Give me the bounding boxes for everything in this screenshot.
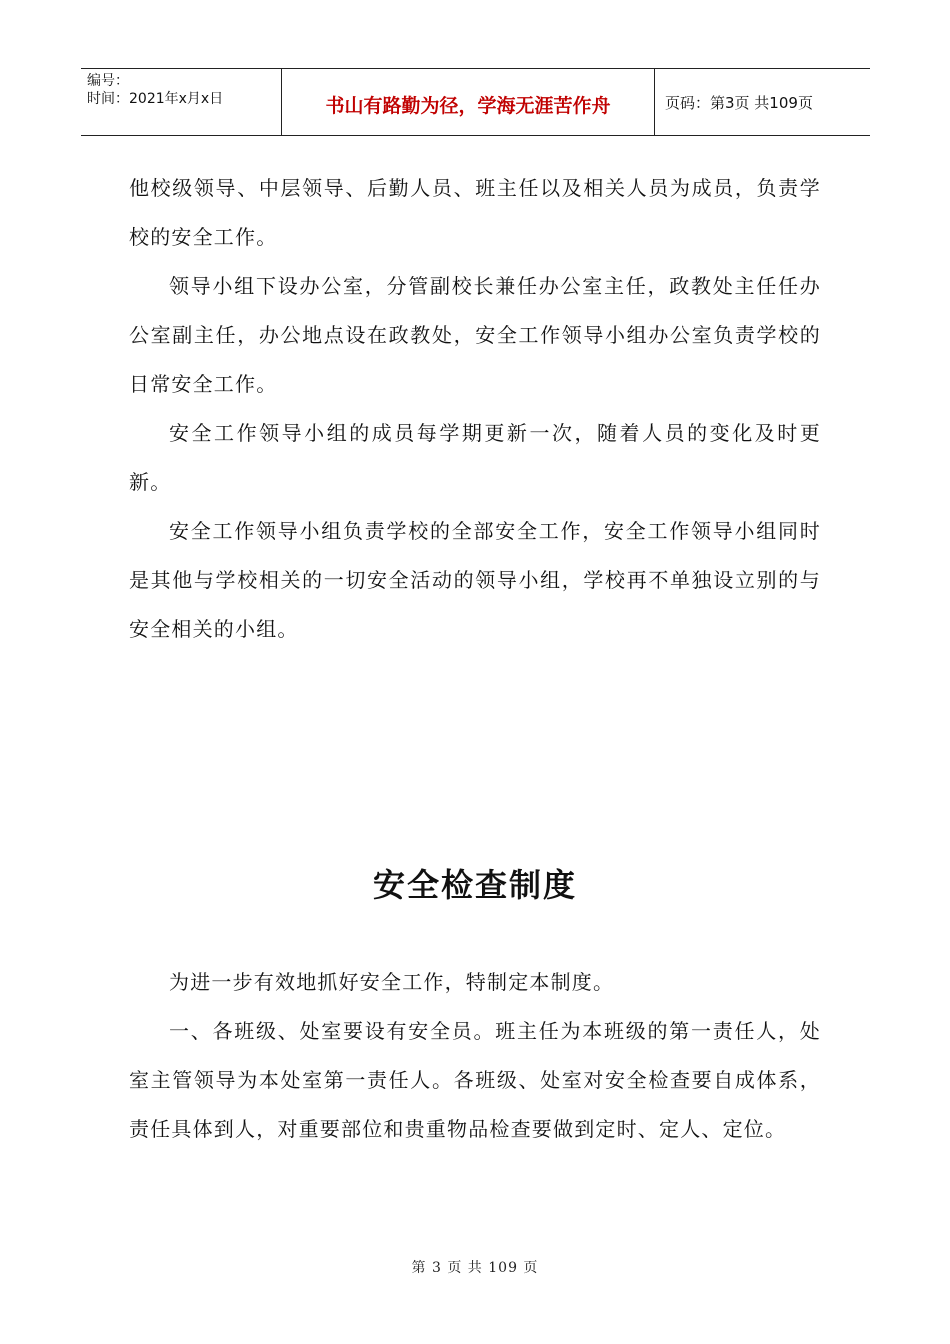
document-date: 时间：2021年x月x日 (87, 91, 224, 107)
paragraph: 安全工作领导小组负责学校的全部安全工作，安全工作领导小组同时是其他与学校相关的一切安全活动的领导小组，学校再不单独设立别的与安全相关的小组。 (129, 519, 821, 641)
header-motto: 书山有路勤为径，学海无涯苦作舟 (282, 69, 655, 135)
paragraph: 一、各班级、处室要设有安全员。班主任为本班级的第一责任人，处室主管领导为本处室第一责任人。各班级、处室对安全检查要自成体系，责任具体到人，对重要部位和贵重物品检查要做到定时、定人、定位。 (129, 1019, 821, 1141)
header-page-info: 页码：第3页 共109页 (665, 93, 813, 112)
section-1-body (129, 164, 821, 654)
section-title: 安全检查制度 (372, 866, 577, 904)
paragraph: 领导小组下设办公室，分管副校长兼任办公室主任，政教处主任任办公室副主任，办公地点设在政教处，安全工作领导小组办公室负责学校的日常安全工作。 (129, 274, 821, 396)
paragraph: 他校级领导、中层领导、后勤人员、班主任以及相关人员为成员，负责学校的安全工作。 (129, 176, 821, 249)
page-footer: 第 3 页 共 109 页 (411, 1260, 539, 1276)
document-number-label: 编号： (87, 73, 129, 89)
section-2-body (129, 958, 821, 1154)
page-header (81, 68, 870, 136)
header-meta (81, 69, 282, 135)
paragraph: 为进一步有效地抓好安全工作，特制定本制度。 (169, 970, 615, 994)
paragraph: 安全工作领导小组的成员每学期更新一次，随着人员的变化及时更新。 (129, 421, 821, 494)
